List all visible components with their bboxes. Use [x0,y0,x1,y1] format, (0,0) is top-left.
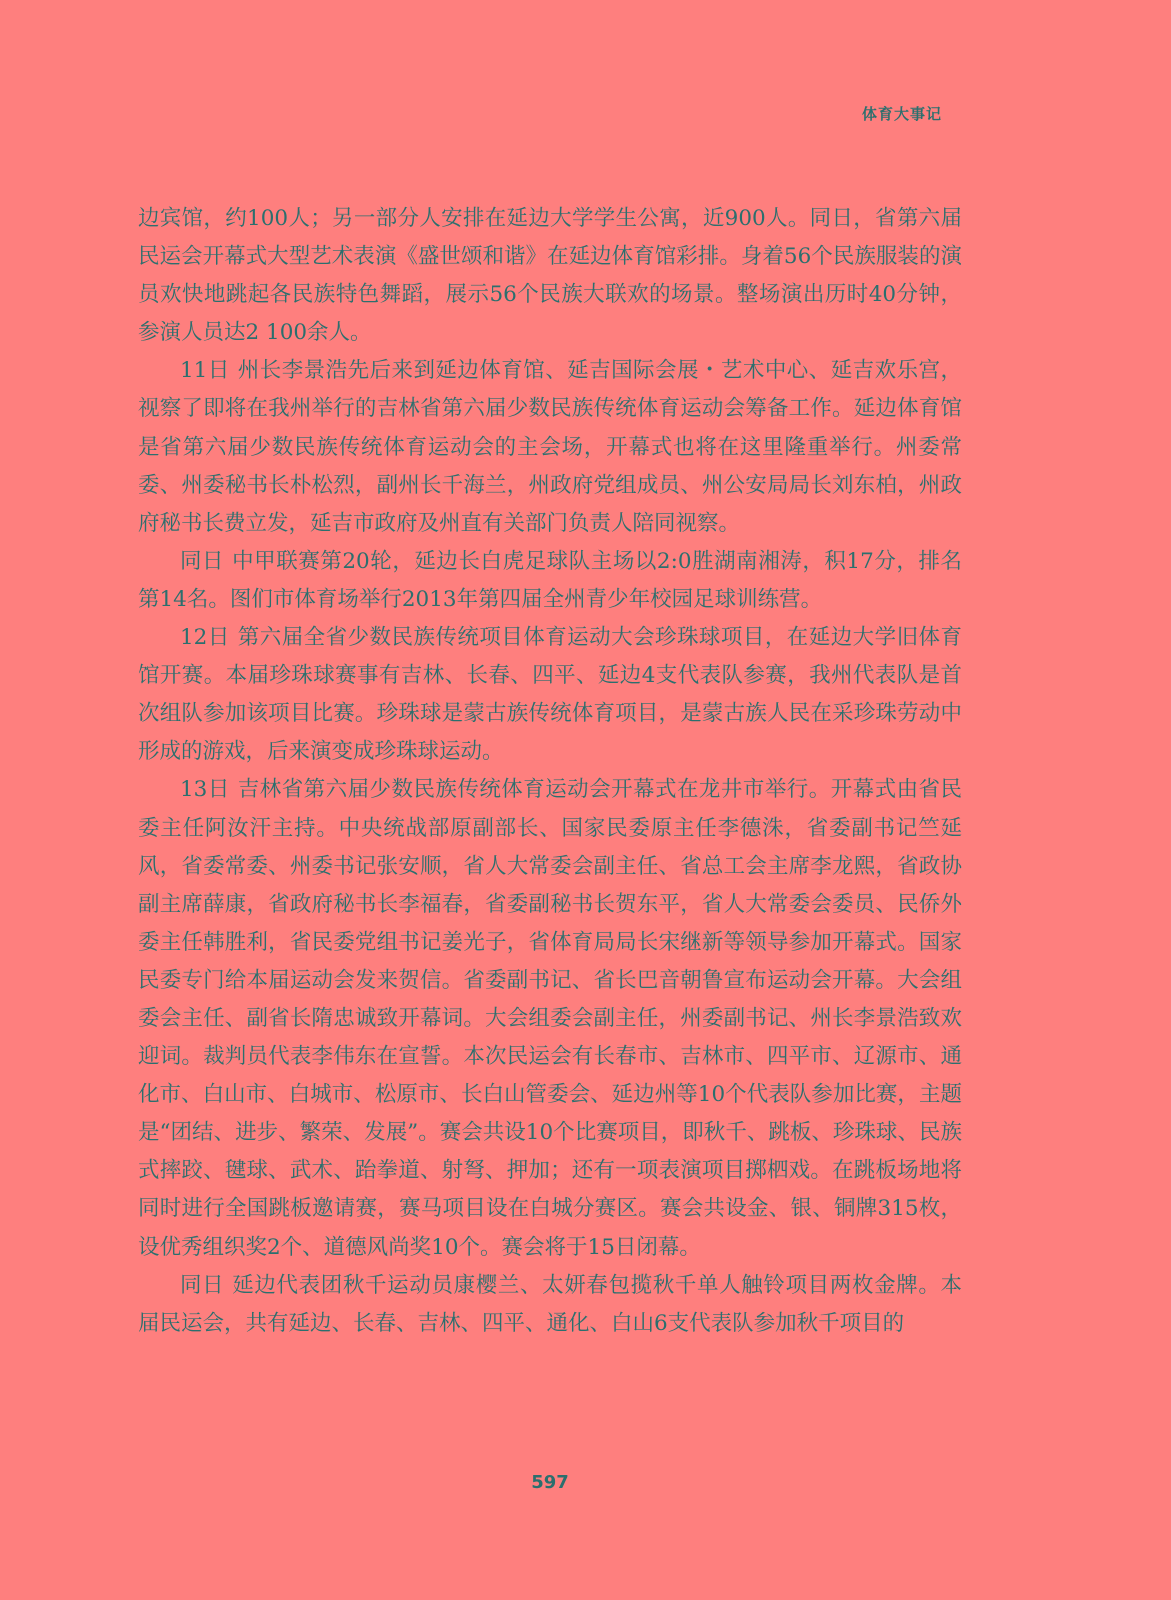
paragraph-text: 中甲联赛第20轮，延边长白虎足球队主场以2:0胜湖南湘涛，积17分，排名第14名。图们市体育场举行2013年第四届全州青少年校园足球训练营。 [138,548,962,612]
paragraph-entry [138,771,962,1266]
paragraph-entry [138,352,962,542]
page-number: 597 [531,1472,569,1493]
entry-date: 12日 [180,625,230,651]
paragraph-text: 州长李景浩先后来到延边体育馆、延吉国际会展・艺术中心、延吉欢乐宫，视察了即将在我州举行的吉林省第六届少数民族传统体育运动会筹备工作。延边体育馆是省第六届少数民族传统体育运动会的主会场，开幕式也将在这里隆重举行。州委常委、州委秘书长朴松烈，副州长千海兰，州政府党组成员、州公安局局长刘东柏，州政府秘书长费立发，延吉市政府及州直有关部门负责人陪同视察。 [138,358,962,536]
paragraph-entry [138,543,962,619]
paragraph-entry [138,1267,962,1343]
paragraph-text: 吉林省第六届少数民族传统体育运动会开幕式在龙井市举行。开幕式由省民委主任阿汝汗主持。中央统战部原副部长、国家民委原主任李德洙，省委副书记竺延风，省委常委、州委书记张安顺，省人大常委会副主任、省总工会主席李龙熙，省政协副主席薛康，省政府秘书长李福春，省委副秘书长贺东平，省人大常委会委员、民侨外委主任韩胜利，省民委党组书记姜光子，省体育局局长宋继新等领导参加开幕式。国家民委专门给本届运动会发来贺信。省委副书记、省长巴音朝鲁宣布运动会开幕。大会组委会主任、副省长隋忠诚致开幕词。大会组委会副主任，州委副书记、州长李景浩致欢迎词。裁判员代表李伟东在宣誓。本次民运会有长春市、吉林市、四平市、辽源市、通化市、白山市、白城市、松原市、长白山管委会、延边州等10个代表队参加比赛，主题是“团结、进步、繁荣、发展”。赛会共设10个比赛项目，即秋千、跳板、珍珠球、民族式摔跤、毽球、武术、跆拳道、射弩、押加；还有一项表演项目掷柶戏。在跳板场地将同时进行全国跳板邀请赛，赛马项目设在白城分赛区。赛会共设金、银、铜牌315枚，设优秀组织奖2个、道德风尚奖10个。赛会将于15日闭幕。 [138,777,962,1260]
entry-date: 11日 [180,358,230,384]
paragraph-text: 边宾馆，约100人；另一部分人安排在延边大学学生公寓，近900人。同日，省第六届民运会开幕式大型艺术表演《盛世颂和谐》在延边体育馆彩排。身着56个民族服装的演员欢快地跳起各民族特色舞蹈，展示56个民族大联欢的场景。整场演出历时40分钟，参演人员达2 100余人。 [138,206,962,346]
body-text [138,200,962,1343]
paragraph-text: 第六届全省少数民族传统项目体育运动大会珍珠球项目，在延边大学旧体育馆开赛。本届珍珠球赛事有吉林、长春、四平、延边4支代表队参赛，我州代表队是首次组队参加该项目比赛。珍珠球是蒙古族传统体育项目，是蒙古族人民在采珍珠劳动中形成的游戏，后来演变成珍珠球运动。 [138,625,962,765]
entry-date: 同日 [180,548,225,574]
paragraph-entry [138,619,962,771]
paragraph-text: 延边代表团秋千运动员康樱兰、太妍春包揽秋千单人触铃项目两枚金牌。本届民运会，共有延边、长春、吉林、四平、通化、白山6支代表队参加秋千项目的 [138,1272,962,1336]
entry-date: 同日 [180,1272,225,1298]
paragraph-continued [138,200,962,352]
running-head: 体育大事记 [861,105,942,123]
entry-date: 13日 [180,777,230,803]
